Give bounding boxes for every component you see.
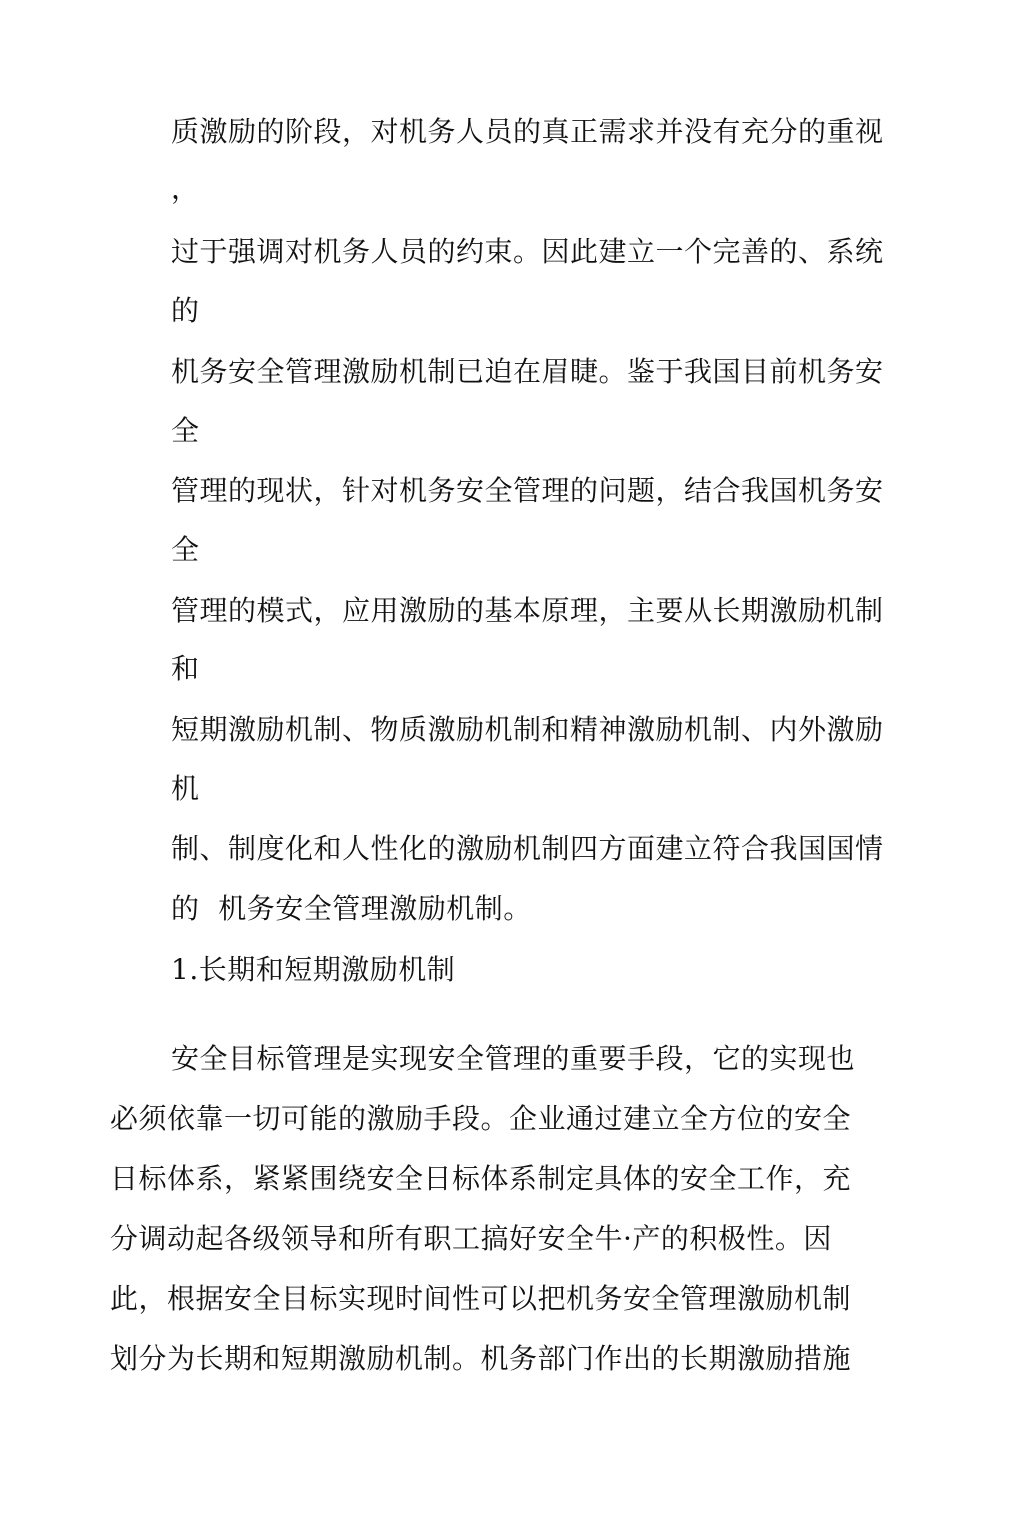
- section-heading: 1.长期和短期激励机制: [171, 953, 456, 986]
- text-line: ，: [171, 172, 200, 205]
- text-line: 管理的现状，针对机务安全管理的问题，结合我国机务安: [171, 474, 884, 507]
- text-line: 的: [171, 294, 200, 327]
- text-line: 必须依靠一切可能的激励手段。企业通过建立全方位的安全: [110, 1102, 852, 1135]
- text-line: 的 机务安全管理激励机制。: [171, 892, 532, 925]
- text-line: 和: [171, 652, 200, 685]
- text-line: 制、制度化和人性化的激励机制四方面建立符合我国国情: [171, 832, 884, 865]
- text-line: 管理的模式，应用激励的基本原理，主要从长期激励机制: [171, 594, 884, 627]
- text-line: 分调动起各级领导和所有职工搞好安全牛·产的积极性。因: [110, 1222, 832, 1255]
- text-line: 质激励的阶段，对机务人员的真正需求并没有充分的重视: [171, 115, 884, 148]
- text-line: 机务安全管理激励机制已迫在眉睫。鉴于我国目前机务安: [171, 355, 884, 388]
- text-line: 全: [171, 414, 200, 447]
- text-line: 过于强调对机务人员的约束。因此建立一个完善的、系统: [171, 235, 884, 268]
- text-line: 此，根据安全目标实现时间性可以把机务安全管理激励机制: [110, 1282, 852, 1315]
- paragraph-first-line: 安全目标管理是实现安全管理的重要手段，它的实现也: [171, 1042, 856, 1075]
- text-line: 划分为长期和短期激励机制。机务部门作出的长期激励措施: [110, 1342, 852, 1375]
- text-line: 全: [171, 533, 200, 566]
- text-line: 短期激励机制、物质激励机制和精神激励机制、内外激励: [171, 713, 884, 746]
- text-line: 日标体系，紧紧围绕安全日标体系制定具体的安全工作，充: [110, 1162, 852, 1195]
- text-line: 机: [171, 772, 200, 805]
